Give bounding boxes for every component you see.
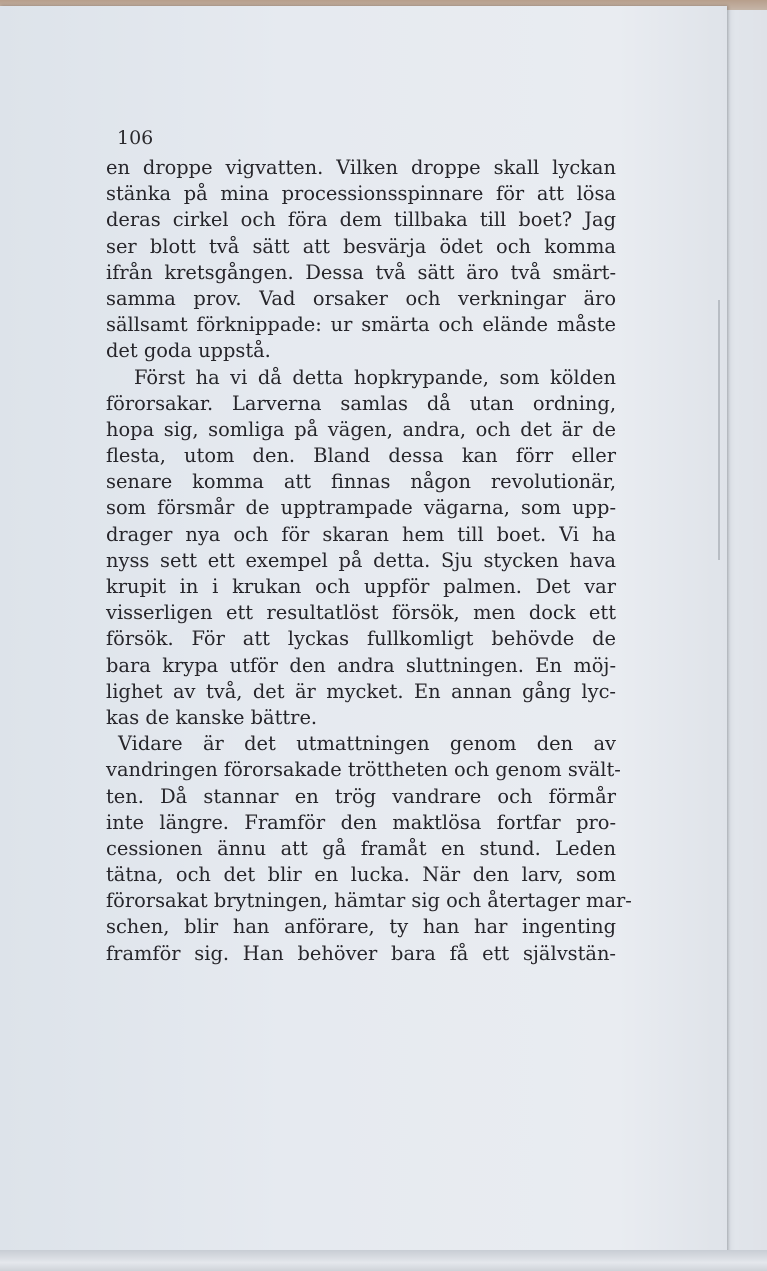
text-line: förorsakar. Larverna samlas då utan ordning,	[106, 391, 616, 415]
text-line: deras cirkel och föra dem tillbaka till boet? Jag	[106, 208, 616, 232]
text-line: det goda uppstå.	[106, 339, 271, 363]
text-line: nyss sett ett exempel på detta. Sju stycken hava	[106, 548, 616, 572]
text-line: en droppe vigvatten. Vilken droppe skall lyckan	[106, 156, 616, 179]
text-line: visserligen ett resultatlöst försök, men dock ett	[106, 601, 616, 625]
text-line: bara krypa utför den andra sluttningen. En möj-	[106, 653, 616, 677]
text-line: senare komma att finnas någon revolutionär,	[106, 470, 616, 494]
page-number: 106	[117, 127, 154, 149]
text-line: sällsamt förknippade: ur smärta och elände måste	[106, 313, 616, 337]
text-line: samma prov. Vad orsaker och verkningar äro	[106, 286, 616, 310]
page-fold-line	[718, 300, 720, 560]
text-line: Först ha vi då detta hopkrypande, som kölden	[134, 365, 616, 389]
text-line: kas de kanske bättre.	[106, 705, 318, 729]
adjacent-page-edge	[720, 10, 767, 1250]
text-line: Vidare är det utmattningen genom den av	[118, 732, 616, 756]
text-line: framför sig. Han behöver bara få ett självstän-	[106, 941, 616, 965]
text-line: lighet av två, det är mycket. En annan gång lyc-	[106, 679, 616, 703]
text-line: tätna, och det blir en lucka. När den larv, som	[106, 863, 616, 887]
text-line: försök. För att lyckas fullkomligt behövde de	[106, 627, 616, 651]
text-line: flesta, utom den. Bland dessa kan förr eller	[106, 444, 616, 468]
text-line: cessionen ännu att gå framåt en stund. Leden	[106, 836, 616, 860]
text-line: vandringen förorsakade tröttheten och genom svält-	[106, 758, 621, 782]
text-line: förorsakat brytningen, hämtar sig och återtager mar-	[106, 889, 632, 913]
text-line: stänka på mina processionsspinnare för att lösa	[106, 182, 616, 206]
body-text	[106, 155, 632, 967]
text-line: inte längre. Framför den maktlösa fortfar pro-	[106, 810, 616, 834]
text-line: drager nya och för skaran hem till boet. Vi ha	[106, 522, 616, 546]
text-line: schen, blir han anförare, ty han har ingenting	[106, 915, 616, 939]
text-line: som försmår de upptrampade vägarna, som upp-	[106, 496, 616, 520]
text-line: hopa sig, somliga på vägen, andra, och det är de	[106, 417, 616, 441]
text-line: ser blott två sätt att besvärja ödet och komma	[106, 234, 616, 258]
book-bottom-edge	[0, 1250, 767, 1271]
text-line: ten. Då stannar en trög vandrare och förmår	[106, 784, 616, 808]
text-line: ifrån kretsgången. Dessa två sätt äro två smärt-	[106, 260, 616, 284]
text-line: krupit in i krukan och uppför palmen. Det var	[106, 575, 616, 598]
